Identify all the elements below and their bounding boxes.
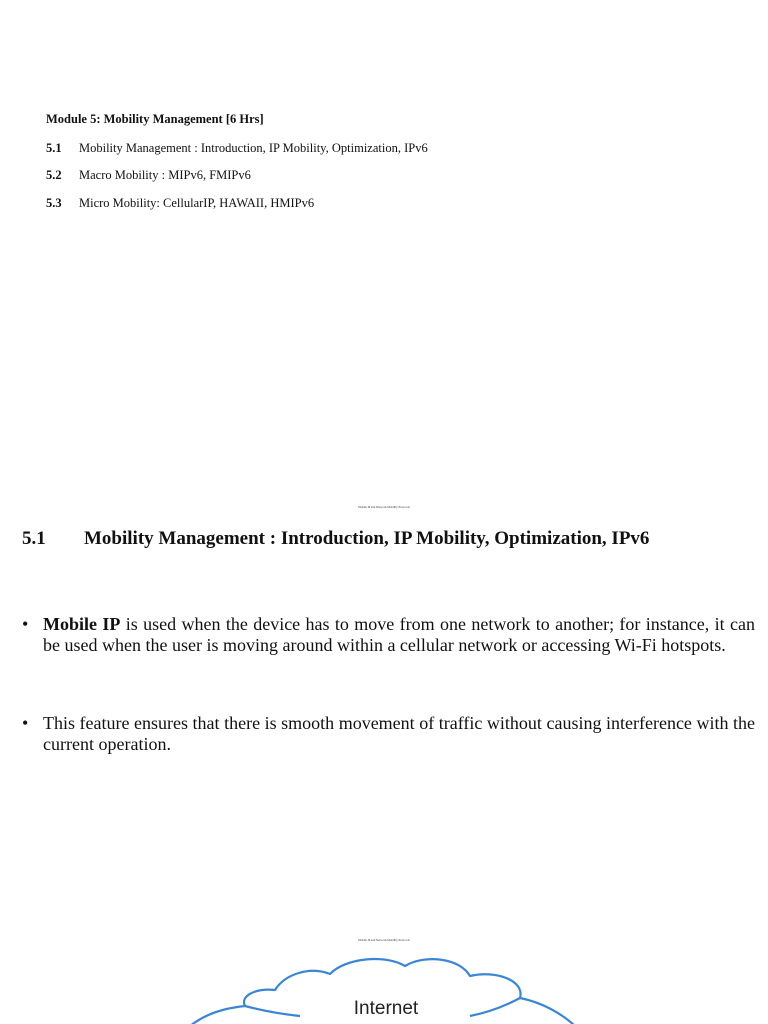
section-number: 5.1: [22, 528, 46, 549]
toc-row: [46, 196, 314, 211]
cloud-label: Internet: [353, 998, 419, 1019]
page-1: [0, 0, 768, 510]
page-footer: Mobile IP and Network Mobility Protocols: [358, 938, 410, 942]
bullet-dot-icon: •: [22, 614, 29, 634]
toc-text: Mobility Management : Introduction, IP Mobility, Optimization, IPv6: [79, 141, 428, 155]
toc-number: 5.3: [46, 196, 62, 210]
page-2: [0, 510, 768, 940]
toc-number: 5.1: [46, 141, 62, 155]
page-3: [0, 940, 768, 1024]
toc-row: [46, 141, 428, 156]
module-title: Module 5: Mobility Management [6 Hrs]: [46, 112, 264, 126]
bullet-dot-icon: •: [22, 713, 29, 733]
bullet-item: [22, 713, 755, 755]
toc-number: 5.2: [46, 168, 62, 182]
internet-cloud-icon: [0, 940, 768, 1024]
bullet-bold-term: Mobile IP: [43, 614, 121, 634]
section-title: Mobility Management : Introduction, IP Mobility, Optimization, IPv6: [84, 528, 650, 549]
bullet-item: [22, 614, 755, 656]
toc-text: Macro Mobility : MIPv6, FMIPv6: [79, 168, 251, 182]
toc-row: [46, 168, 251, 183]
section-heading: [22, 528, 649, 550]
toc-text: Micro Mobility: CellularIP, HAWAII, HMIPv6: [79, 196, 315, 210]
bullet-text: is used when the device has to move from one network to another; for instance, it can be used when the user is moving around within a cellular network or accessing Wi-Fi hotspots.: [43, 614, 755, 655]
page-footer: Mobile IP and Network Mobility Protocols: [358, 505, 410, 509]
bullet-text: This feature ensures that there is smooth movement of traffic without causing interference with the current operation.: [43, 713, 755, 754]
